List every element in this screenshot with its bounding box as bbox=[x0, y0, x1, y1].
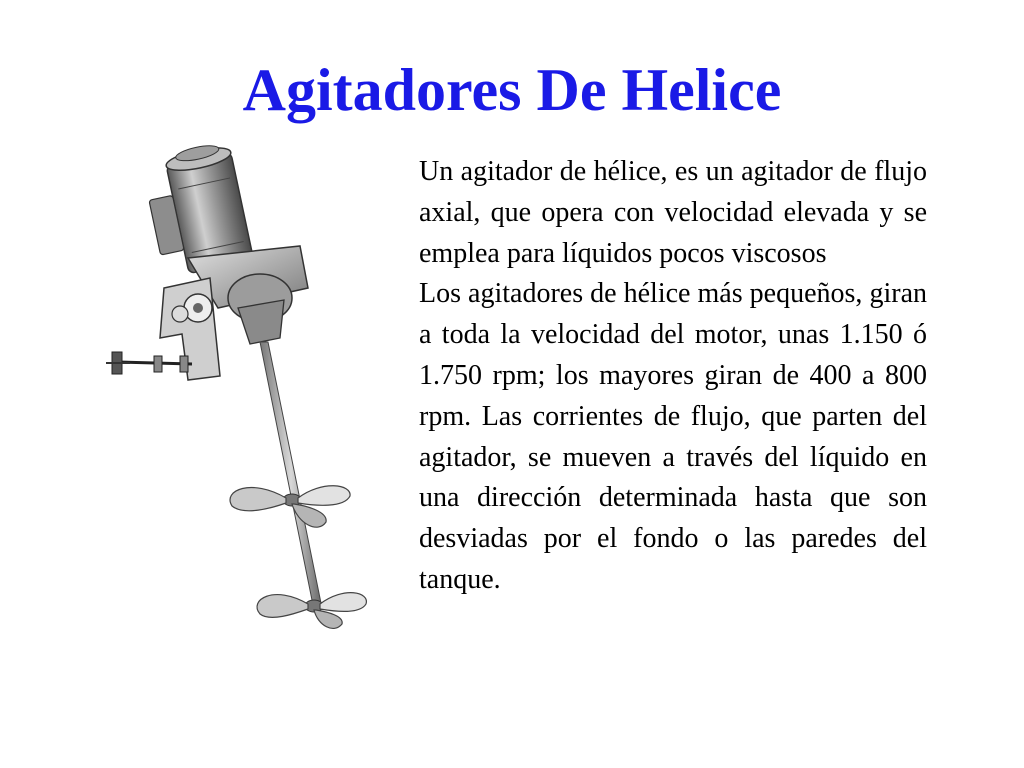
body-text bbox=[419, 152, 927, 601]
propeller-agitator-icon bbox=[100, 138, 370, 638]
slide-title: Agitadores De Helice bbox=[242, 57, 782, 123]
paragraph-2: Los agitadores de hélice más pequeños, giran a toda la velocidad del motor, unas 1.150 ó 1.750 rpm; los mayores giran de 400 a 800 rpm. Las corrientes de flujo, que parten del agitador, se mueven a través del líquido en una dirección determinada hasta que son desviadas por el fondo o las paredes del tanque. bbox=[419, 278, 927, 595]
paragraph-1: Un agitador de hélice, es un agitador de flujo axial, que opera con velocidad elevada y se emplea para líquidos pocos viscosos bbox=[419, 156, 927, 269]
